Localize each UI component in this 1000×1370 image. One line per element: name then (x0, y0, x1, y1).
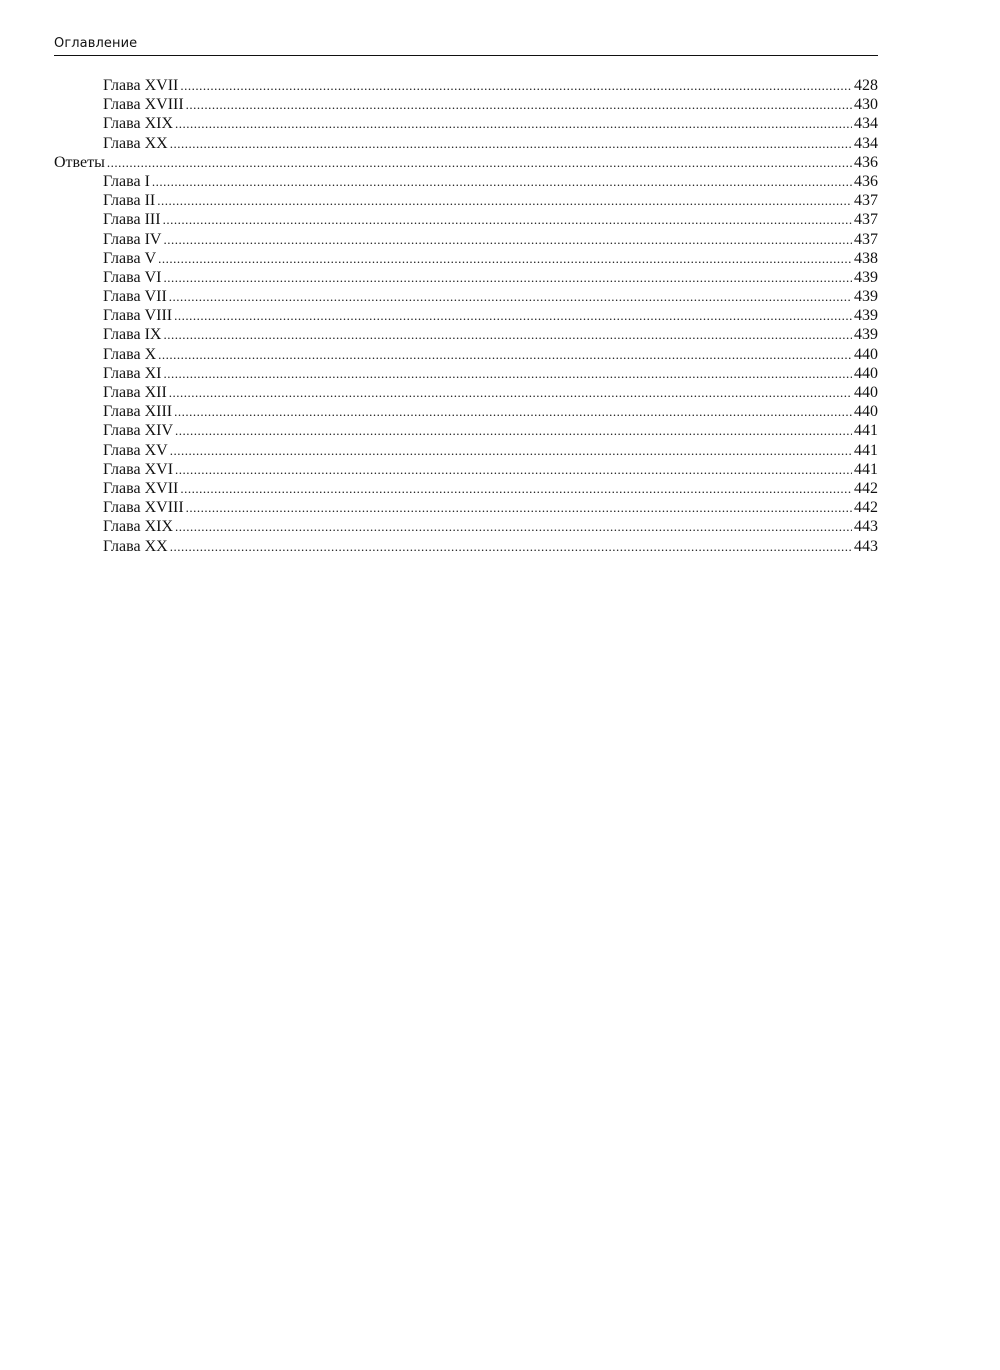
toc-chapter-entry (54, 325, 878, 344)
dot-leader (158, 345, 852, 364)
toc-entry-page-number: 430 (854, 96, 878, 114)
dot-leader (180, 76, 852, 95)
toc-chapter-entry (54, 364, 878, 383)
toc-chapter-entry (54, 498, 878, 517)
toc-chapter-entry (54, 421, 878, 440)
toc-entry-label: Глава V (103, 249, 157, 267)
dot-leader (175, 460, 852, 479)
running-header-title: Оглавление (54, 36, 138, 51)
toc-chapter-entry (54, 172, 878, 191)
toc-entry-label: Глава XVII (103, 479, 179, 497)
toc-chapter-entry (54, 249, 878, 268)
toc-entry-label: Глава XVII (103, 77, 179, 94)
dot-leader (186, 95, 852, 114)
dot-leader (169, 287, 852, 306)
toc-chapter-entry (54, 306, 878, 325)
dot-leader (175, 114, 852, 133)
toc-entry-page-number: 440 (854, 364, 878, 382)
dot-leader (158, 249, 852, 268)
dot-leader (152, 172, 852, 191)
toc-entry-page-number: 442 (854, 479, 878, 497)
toc-entry-page-number: 439 (854, 326, 878, 344)
toc-entry-label: Глава XVI (103, 460, 174, 478)
dot-leader (174, 402, 852, 421)
toc-entry-page-number: 440 (854, 403, 878, 421)
toc-chapter-entry (54, 210, 878, 229)
dot-leader (107, 153, 852, 172)
toc-entry-label: Глава VI (103, 268, 162, 286)
toc-chapter-entry (54, 460, 878, 479)
toc-entry-label: Глава IV (103, 230, 162, 248)
toc-entry-label: Глава VIII (103, 307, 173, 325)
toc-entry-page-number: 428 (854, 77, 878, 94)
table-of-contents (54, 76, 878, 556)
dot-leader (175, 421, 852, 440)
toc-entry-page-number: 436 (854, 153, 878, 171)
toc-entry-label: Глава III (103, 211, 161, 229)
toc-chapter-entry (54, 383, 878, 402)
toc-chapter-entry (54, 479, 878, 498)
toc-chapter-entry (54, 268, 878, 287)
toc-entry-label: Глава XIV (103, 422, 174, 440)
toc-entry-page-number: 436 (854, 172, 878, 190)
toc-entry-label: Глава XV (103, 441, 168, 459)
toc-chapter-entry (54, 191, 878, 210)
dot-leader (163, 325, 852, 344)
toc-entry-page-number: 439 (854, 288, 878, 306)
toc-entry-label: Ответы (54, 153, 105, 171)
toc-entry-label: Глава XII (103, 384, 167, 401)
toc-entry-label: Глава XI (103, 364, 162, 382)
toc-entry-page-number: 443 (854, 537, 878, 555)
toc-chapter-entry (54, 537, 878, 556)
toc-entry-label: Глава XVIII (103, 499, 184, 517)
dot-leader (163, 268, 852, 287)
dot-leader (157, 191, 852, 210)
toc-entry-label: Глава VII (103, 288, 167, 306)
dot-leader (169, 383, 852, 402)
toc-entry-page-number: 440 (854, 384, 878, 401)
toc-entry-page-number: 441 (854, 441, 878, 459)
toc-entry-page-number: 439 (854, 268, 878, 286)
dot-leader (175, 517, 852, 536)
toc-entry-label: Глава XX (103, 537, 168, 555)
toc-chapter-entry (54, 345, 878, 364)
toc-entry-label: Глава XIX (103, 115, 174, 133)
dot-leader (170, 134, 852, 153)
toc-entry-page-number: 437 (854, 192, 878, 210)
toc-entry-label: Глава IX (103, 326, 162, 344)
toc-entry-page-number: 440 (854, 345, 878, 363)
toc-entry-page-number: 443 (854, 518, 878, 536)
toc-chapter-entry (54, 402, 878, 421)
toc-chapter-entry (54, 114, 878, 133)
toc-entry-label: Глава XVIII (103, 96, 184, 114)
toc-chapter-entry (54, 517, 878, 536)
toc-entry-page-number: 437 (854, 211, 878, 229)
toc-entry-page-number: 438 (854, 249, 878, 267)
dot-leader (163, 364, 852, 383)
toc-entry-page-number: 441 (854, 460, 878, 478)
toc-chapter-entry (54, 134, 878, 153)
dot-leader (163, 230, 852, 249)
toc-entry-label: Глава II (103, 192, 156, 210)
toc-entry-page-number: 441 (854, 422, 878, 440)
toc-entry-label: Глава XIII (103, 403, 173, 421)
dot-leader (174, 306, 852, 325)
toc-entry-page-number: 442 (854, 499, 878, 517)
toc-entry-page-number: 434 (854, 134, 878, 152)
dot-leader (186, 498, 852, 517)
toc-entry-label: Глава X (103, 345, 157, 363)
dot-leader (170, 537, 852, 556)
toc-section-entry (54, 153, 878, 172)
page-header (54, 34, 878, 56)
toc-entry-page-number: 434 (854, 115, 878, 133)
dot-leader (180, 479, 852, 498)
toc-chapter-entry (54, 230, 878, 249)
toc-chapter-entry (54, 95, 878, 114)
toc-entry-page-number: 439 (854, 307, 878, 325)
toc-chapter-entry (54, 76, 878, 95)
toc-entry-label: Глава XX (103, 134, 168, 152)
toc-chapter-entry (54, 287, 878, 306)
dot-leader (163, 210, 852, 229)
toc-entry-label: Глава I (103, 172, 150, 190)
toc-chapter-entry (54, 441, 878, 460)
dot-leader (170, 441, 852, 460)
toc-entry-label: Глава XIX (103, 518, 174, 536)
toc-entry-page-number: 437 (854, 230, 878, 248)
